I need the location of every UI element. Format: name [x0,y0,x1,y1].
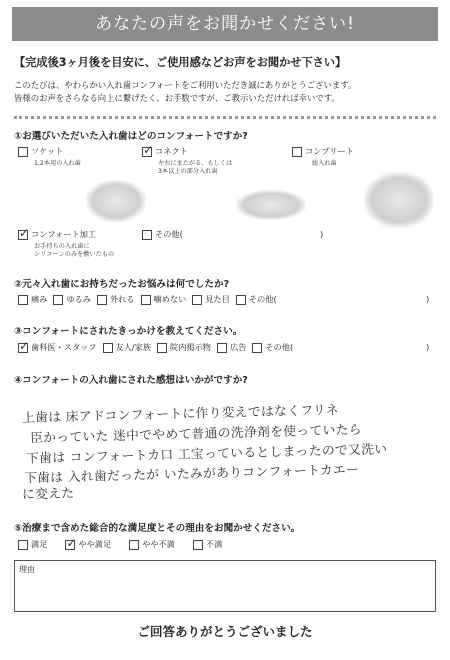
question-5-title: ⑤治療まで含めた総合的な満足度とその理由をお聞かせください。 [14,523,301,534]
q1-option-complete[interactable] [292,146,354,157]
q1-comfort-processing-label: コンフォート加工 [31,229,97,239]
q2-cannot-chew-label: 噛めない [153,294,187,304]
q2-falls-out-checkbox[interactable] [97,295,107,305]
intro-line-2: 皆様のお声をさらなる向上に繋げたく、お手数ですが、ご教示いただければ幸いです。 [14,93,340,103]
q3-other-label: その他( [265,342,294,352]
q2-loose-checkbox[interactable] [53,295,63,305]
q5-options-row [18,539,222,550]
q1-option-connect[interactable] [142,146,188,157]
q5-somewhat-dissatisfied-label: やや不満 [142,539,175,549]
q5-option-dissatisfied[interactable] [193,539,222,550]
q2-cannot-chew-checkbox[interactable] [141,295,151,305]
q2-other-label: その他( [248,294,277,304]
q1-complete-note: 総入れ歯 [312,160,337,167]
dotted-divider [14,116,436,119]
question-2-title: ②元々入れ歯にお持ちだったお悩みは何でしたか? [14,279,230,290]
q1-complete-checkbox[interactable] [292,147,302,157]
q3-other-checkbox[interactable] [252,343,262,353]
q1-option-comfort-processing[interactable] [18,229,96,240]
q5-reason-box[interactable] [14,560,436,612]
q1-connect-label: コネクト [155,146,188,156]
q2-option-cannot-chew[interactable] [141,294,187,305]
intro-line-1: このたびは、やわらかい入れ歯コンフォートをご利用いただき誠にありがとうございます。 [14,80,357,90]
q3-option-advertisement[interactable] [217,342,246,353]
q5-somewhat-dissatisfied-checkbox[interactable] [129,540,139,550]
q2-option-appearance[interactable] [192,294,230,305]
q1-comfort-processing-note: お手持ちの入れ歯に シリコーンのみを敷いたもの [34,243,115,258]
q3-dentist-staff-label: 歯科医・スタッフ [31,342,97,352]
q2-option-loose[interactable] [53,294,91,305]
q5-option-somewhat-dissatisfied[interactable] [129,539,175,550]
q3-other-paren-close: ) [426,342,430,352]
q4-handwriting-line-4: 下歯は 入れ歯だったが いたみがありコンフォートカエー [23,462,360,487]
q1-socket-label: ソケット [31,146,64,156]
q3-option-dentist-staff[interactable] [18,342,97,353]
q1-other-checkbox[interactable] [142,230,152,240]
q2-appearance-label: 見た目 [205,294,230,304]
q2-other-checkbox[interactable] [236,295,246,305]
survey-subheading: 【完成後3ヶ月後を目安に、ご使用感などお声をお聞かせ下さい】 [14,56,347,69]
q2-loose-label: ゆるみ [66,294,91,304]
q2-pain-label: 痛み [31,294,48,304]
survey-banner-title: あなたの声をお聞かせください! [12,7,438,41]
q1-complete-label: コンプリート [305,146,354,156]
q1-other-label: その他( [155,229,183,239]
intro-text [14,79,438,105]
question-1-title: ①お選びいただいた入れ歯はどのコンフォートですか? [14,131,248,142]
q4-handwriting-line-1: 上歯は 床アドコンフォートに作り変えではなくフリネ [21,402,339,427]
q1-comfort-processing-checkbox[interactable] [18,230,28,240]
q3-friend-family-label: 友人/家族 [115,342,152,352]
q1-other-paren-close: ) [320,229,324,239]
q5-option-satisfied[interactable] [18,539,47,550]
q3-clinic-poster-label: 院内掲示物 [170,342,211,352]
q5-somewhat-satisfied-label: やや満足 [78,539,112,549]
q3-advertisement-label: 広告 [229,342,247,352]
q1-option-other[interactable] [142,229,183,240]
complete-denture-image [364,172,434,228]
q1-socket-note: 1,2本用の入れ歯 [34,160,81,167]
q3-dentist-staff-checkbox[interactable] [18,343,28,353]
q1-socket-checkbox[interactable] [18,147,28,157]
q3-advertisement-checkbox[interactable] [217,343,227,353]
q4-handwriting-line-2: 臣かっていた 迷中でやめて普通の洗浄剤を使っていたら [29,422,362,447]
q2-option-pain[interactable] [18,294,47,305]
q3-friend-family-checkbox[interactable] [103,343,113,353]
q5-somewhat-satisfied-checkbox[interactable] [65,540,75,550]
q3-clinic-poster-checkbox[interactable] [157,343,167,353]
q3-option-friend-family[interactable] [103,342,152,353]
partial-denture-image [86,180,146,222]
q5-dissatisfied-checkbox[interactable] [193,540,203,550]
q2-pain-checkbox[interactable] [18,295,28,305]
q3-option-clinic-poster[interactable] [157,342,211,353]
q5-satisfied-label: 満足 [31,539,48,549]
q3-options-row [18,342,293,353]
question-4-title: ④コンフォートの入れ歯にされた感想はいかがですか? [14,375,248,386]
q5-option-somewhat-satisfied[interactable] [65,539,111,550]
q2-options-row [18,294,277,305]
q5-satisfied-checkbox[interactable] [18,540,28,550]
q2-option-falls-out[interactable] [97,294,135,305]
q4-handwriting-line-3: 下歯は コンフォートカ口 工宝っているとしまったので又洗い [25,442,388,467]
q2-other-paren-close: ) [426,294,430,304]
q4-handwritten-answer[interactable] [14,393,436,513]
q5-reason-label: 理由 [19,565,35,574]
q1-connect-note: 左右にまたがる、もしくは 3本以上の部分入れ歯 [158,160,233,175]
q4-handwriting-line-5: に変えた [21,486,75,503]
q2-appearance-checkbox[interactable] [192,295,202,305]
q1-option-socket[interactable] [18,146,63,157]
footer-thanks: ご回答ありがとうございました [137,624,313,639]
q2-option-other[interactable] [236,294,277,305]
q5-dissatisfied-label: 不満 [205,539,223,549]
q2-falls-out-label: 外れる [109,294,135,304]
question-3-title: ③コンフォートにされたきっかけを教えてください。 [14,326,243,337]
q1-connect-checkbox[interactable] [142,147,152,157]
q3-option-other[interactable] [252,342,293,353]
connect-denture-image [236,190,306,220]
